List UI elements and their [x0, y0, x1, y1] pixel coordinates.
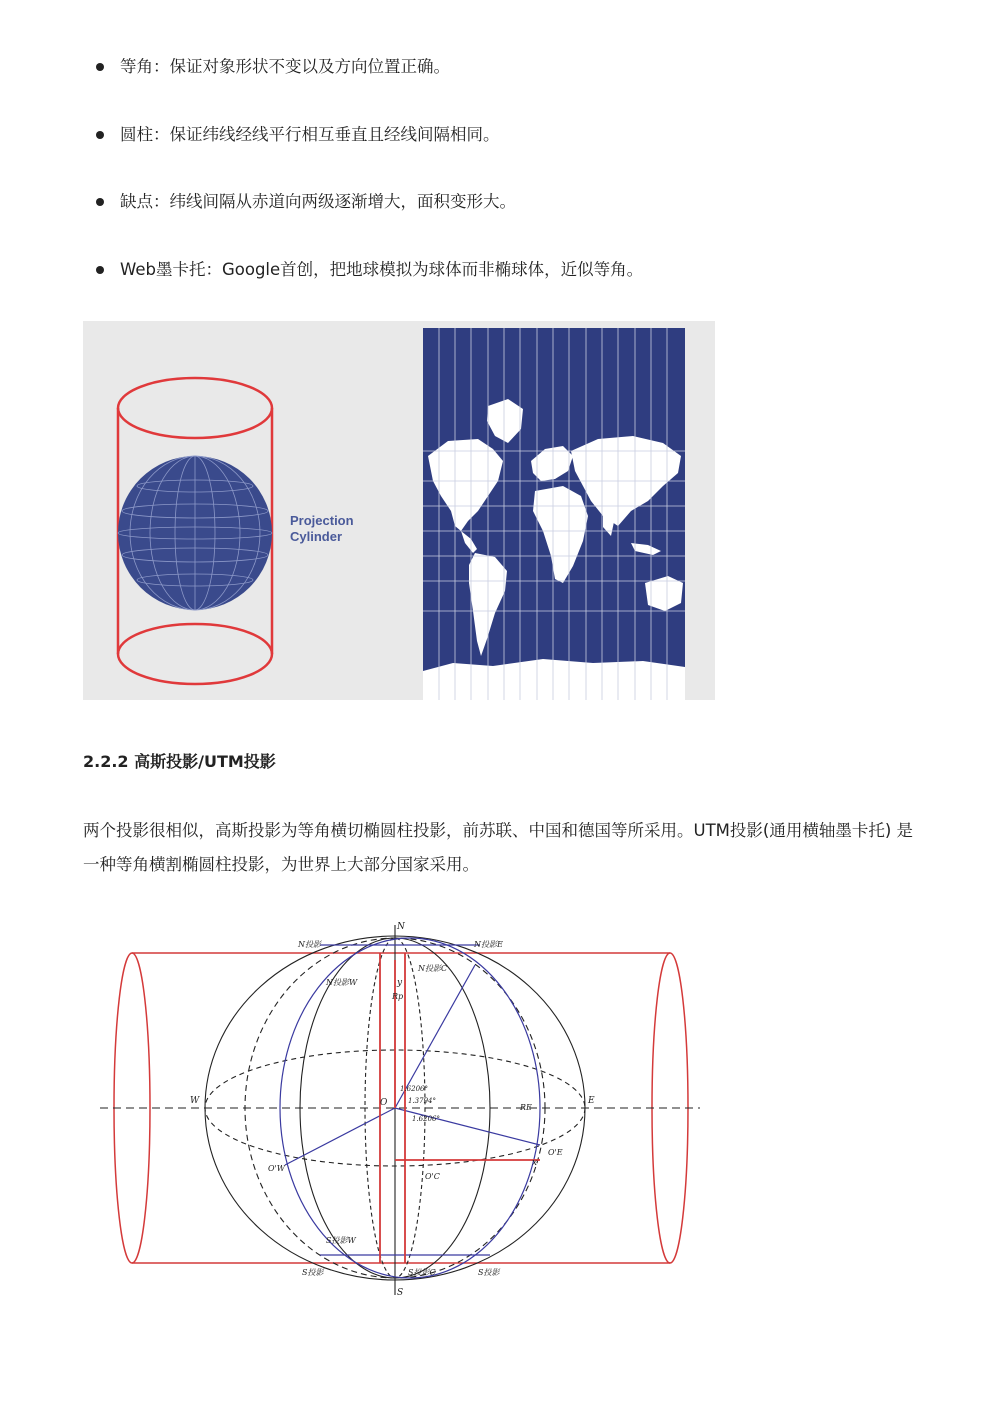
- label-east: E: [588, 1096, 595, 1106]
- label-s-left: S投影: [302, 1268, 324, 1277]
- label-s-inner-w: S投影W: [326, 1236, 356, 1245]
- label-re: RE: [520, 1103, 532, 1112]
- label-o-west: O'W: [268, 1164, 285, 1173]
- mercator-projection-figure: [83, 321, 715, 700]
- projection-label-line2: Cylinder: [290, 529, 343, 544]
- label-west: W: [190, 1096, 200, 1106]
- label-n-inner-w: N投影W: [326, 978, 358, 987]
- label-origin: O: [380, 1098, 388, 1108]
- bullet-item-cylinder: 圆柱：保证纬线经线平行相互垂直且经线间隔相同。: [96, 118, 643, 152]
- bullet-item-web-mercator: Web墨卡托：Google首创，把地球模拟为球体而非椭球体，近似等角。: [96, 253, 643, 287]
- mercator-world-map: [423, 328, 685, 700]
- section-heading: 2.2.2 高斯投影/UTM投影: [83, 752, 276, 771]
- label-angle-3: 1.6206°: [412, 1115, 440, 1123]
- label-s-right: S投影: [478, 1268, 500, 1277]
- globe: [118, 456, 272, 610]
- mercator-figure-svg: [83, 321, 715, 700]
- label-s-center: S投影C: [408, 1268, 436, 1277]
- projection-lines: [280, 938, 540, 1278]
- projection-label-line1: Projection: [290, 513, 354, 528]
- bullet-list: [96, 50, 643, 320]
- label-angle-2: 1.3794°: [408, 1097, 436, 1105]
- label-o-center: O'C: [425, 1172, 440, 1181]
- label-n-right: N投影E: [474, 940, 503, 949]
- label-o-east: O'E: [548, 1148, 563, 1157]
- gauss-utm-figure-svg: [100, 915, 700, 1300]
- bullet-item-conformal: 等角：保证对象形状不变以及方向位置正确。: [96, 50, 643, 84]
- gauss-utm-projection-figure: [100, 915, 700, 1300]
- label-y-axis: y: [397, 978, 403, 988]
- label-rp: Rp: [392, 992, 404, 1001]
- label-angle-1: 1.6206°: [400, 1085, 428, 1093]
- section-paragraph: 两个投影很相似，高斯投影为等角横切椭圆柱投影，前苏联、中国和德国等所采用。UTM投影(通用横轴墨卡托) 是一种等角横割椭圆柱投影，为世界上大部分国家采用。: [83, 821, 914, 874]
- bullet-item-drawback: 缺点：纬线间隔从赤道向两级逐渐增大，面积变形大。: [96, 185, 643, 219]
- label-south: S: [397, 1288, 404, 1298]
- label-x-axis: x: [532, 1158, 538, 1168]
- label-n-left: N投影: [298, 940, 321, 949]
- label-n-center: N投影C: [418, 964, 448, 973]
- label-north: N: [397, 922, 405, 932]
